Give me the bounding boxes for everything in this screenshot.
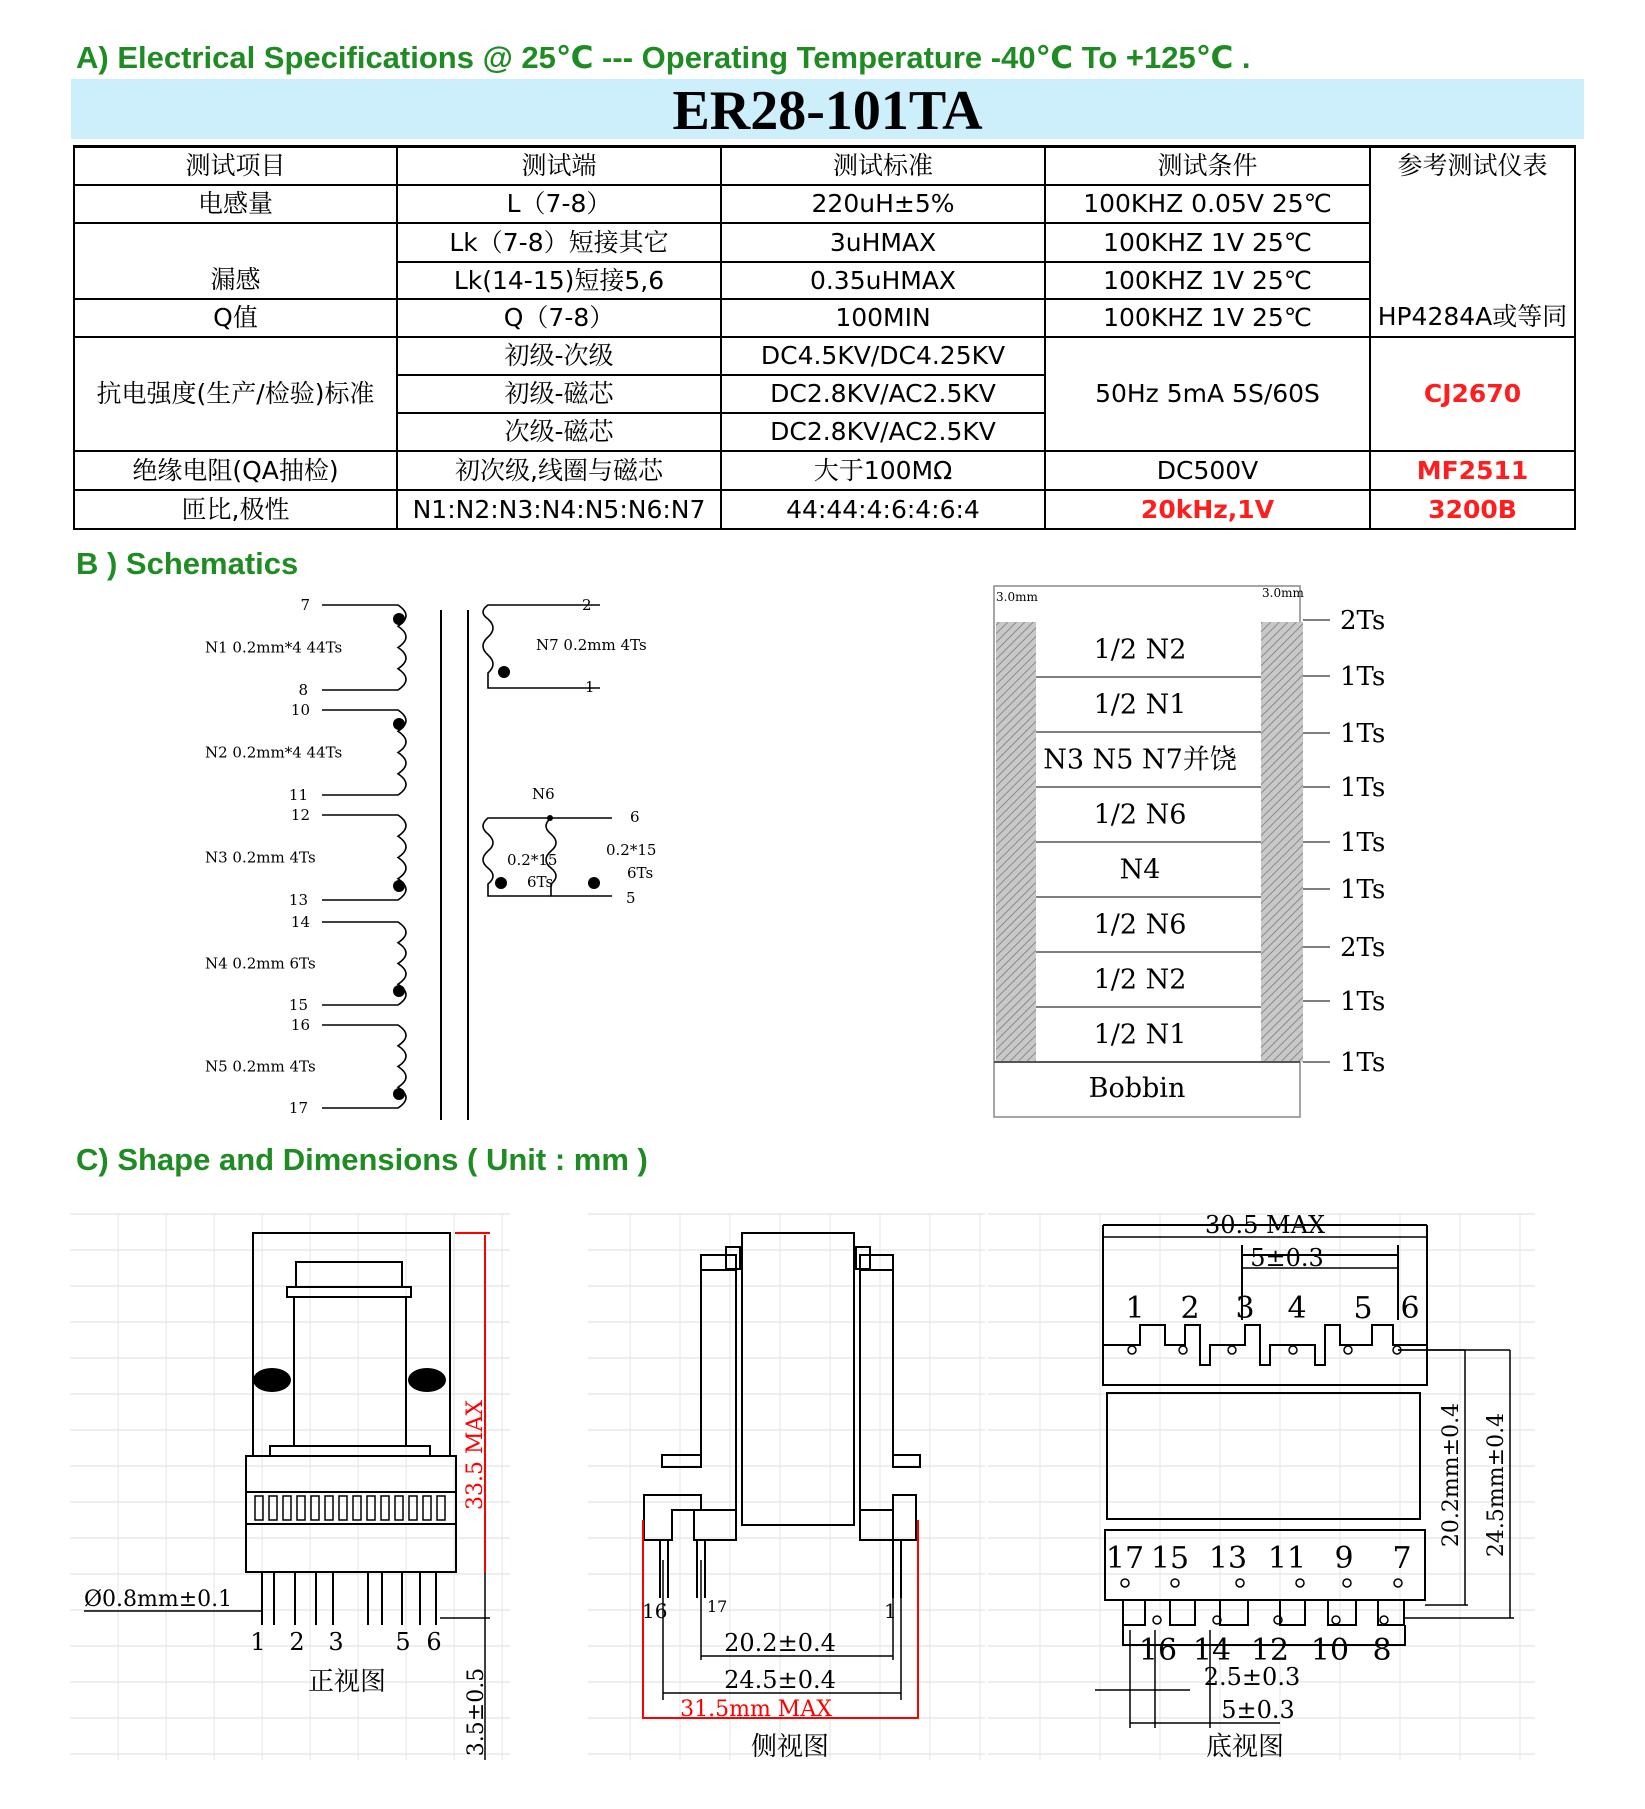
condition-insulation: DC500V [1156, 455, 1259, 485]
heading-electrical-specs: A) Electrical Specifications @ 25℃ --- Operating Temperature -40℃ To +125℃ . [76, 40, 1251, 75]
pin-hole [1332, 1616, 1340, 1624]
stack-layer: 1/2 N6 [1093, 909, 1187, 941]
pin-hole [1128, 1346, 1136, 1354]
side-caption: 侧视图 [750, 1732, 830, 1762]
header-test-item: 测试项目 [185, 151, 286, 181]
heading-schematics: B ) Schematics [76, 546, 299, 581]
standard-lk1: 3uHMAX [829, 227, 937, 257]
terminal-pri-sec: 初级-次级 [504, 341, 614, 371]
stack-layer: 1/2 N2 [1093, 964, 1187, 996]
bottom-holes [1121, 1346, 1402, 1624]
front-pin-label: 6 [426, 1628, 442, 1656]
front-slot [381, 1496, 389, 1520]
front-slot [283, 1496, 291, 1520]
instrument-lcr: HP4284A或等同 [1377, 301, 1568, 331]
side-d1: 20.2±0.4 [724, 1629, 836, 1657]
bottom-pin-labels [1106, 1291, 1420, 1668]
n6-left-turns: 6Ts [527, 873, 554, 891]
standard-pri-core: DC2.8KV/AC2.5KV [770, 379, 996, 409]
standard-lk2: 0.35uHMAX [809, 265, 957, 295]
standard-sec-core: DC2.8KV/AC2.5KV [770, 417, 996, 447]
stack-layer: N4 [1119, 854, 1161, 886]
pin-hole [1236, 1579, 1244, 1587]
terminal-sec-core: 次级-磁芯 [504, 417, 614, 447]
winding-pin-start: 10 [290, 701, 310, 719]
bottom-pin-label: 14 [1192, 1633, 1232, 1668]
winding-pin-end: 17 [288, 1099, 308, 1117]
condition-l: 100KHZ 0.05V 25℃ [1083, 189, 1332, 219]
winding-pin-end: 15 [288, 996, 308, 1014]
front-pin-label: 3 [328, 1628, 344, 1656]
stack-layer: 1/2 N1 [1093, 1019, 1187, 1051]
stack-turn-label: 2Ts [1340, 933, 1386, 963]
front-pins [250, 1496, 445, 1656]
bottom-pin-label: 7 [1392, 1541, 1412, 1576]
condition-lk2: 100KHZ 1V 25℃ [1103, 265, 1312, 295]
bottom-pin-label: 12 [1250, 1633, 1290, 1668]
instrument-hipot: CJ2670 [1423, 379, 1522, 409]
n6-right-wire: 0.2*15 [606, 841, 657, 859]
front-slot [311, 1496, 319, 1520]
front-pin-length: 3.5±0.5 [464, 1667, 489, 1757]
n6-name: N6 [532, 785, 555, 803]
front-pin-label: 2 [289, 1628, 305, 1656]
front-slot [423, 1496, 431, 1520]
front-slot [437, 1496, 445, 1520]
n7-label: N7 0.2mm 4Ts [536, 636, 647, 654]
stack-turn-label: 2Ts [1340, 606, 1386, 636]
front-caption: 正视图 [307, 1667, 387, 1697]
bottom-pitch: 5±0.3 [1250, 1244, 1324, 1272]
front-core-clip [253, 1368, 291, 1392]
item-ratio: 匝比,极性 [181, 494, 290, 524]
front-slot [367, 1496, 375, 1520]
standard-insulation: 大于100MΩ [813, 455, 953, 485]
bobbin-label: Bobbin [1088, 1073, 1186, 1104]
winding-pin-start: 12 [290, 806, 310, 824]
standard-ratio: 44:44:4:6:4:6:4 [786, 494, 980, 524]
front-slot [297, 1496, 305, 1520]
front-slot [409, 1496, 417, 1520]
bottom-top-pin-label: 5 [1353, 1291, 1373, 1326]
front-slot [339, 1496, 347, 1520]
pin-hole [1296, 1579, 1304, 1587]
front-view [246, 1233, 456, 1572]
terminal-insulation: 初次级,线圈与磁芯 [455, 455, 663, 485]
bottom-pin-label: 8 [1372, 1633, 1392, 1668]
bottom-h2: 24.5mm±0.4 [1484, 1412, 1509, 1558]
item-insulation: 绝缘电阻(QA抽检) [132, 455, 339, 485]
front-pin-label: 5 [395, 1628, 411, 1656]
standard-l: 220uH±5% [811, 189, 955, 219]
stack-turn-label: 1Ts [1340, 828, 1386, 858]
front-slot [395, 1496, 403, 1520]
winding-label: N4 0.2mm 6Ts [205, 954, 316, 973]
stack-turn-label: 1Ts [1340, 875, 1386, 905]
bottom-pin-label: 10 [1310, 1633, 1350, 1668]
stack-layer: 1/2 N1 [1093, 689, 1187, 721]
pin-hole [1121, 1579, 1129, 1587]
pin-hole [1228, 1346, 1236, 1354]
terminal-lk1: Lk（7-8）短接其它 [449, 227, 669, 257]
terminal-lk2: Lk(14-15)短接5,6 [453, 265, 665, 295]
side-pin-left: 16 [642, 1599, 668, 1623]
margin-right-label: 3.0mm [1262, 586, 1304, 600]
n7-pin-end: 1 [585, 678, 595, 696]
winding-pin-end: 11 [288, 786, 308, 804]
bottom-pin-label: 15 [1150, 1541, 1190, 1576]
instrument-ratio: 3200B [1428, 494, 1517, 524]
winding-pin-start: 7 [300, 596, 310, 614]
stack-turn-label: 1Ts [1340, 1048, 1386, 1078]
side-d2: 24.5±0.4 [724, 1666, 836, 1694]
item-leakage: 漏感 [210, 264, 261, 294]
bottom-pin-label: 11 [1267, 1541, 1307, 1576]
bottom-top-pin-label: 6 [1400, 1291, 1420, 1326]
side-d3: 31.5mm MAX [680, 1697, 832, 1722]
n6-left-wire: 0.2*15 [507, 851, 558, 869]
winding-pin-end: 13 [288, 891, 308, 909]
front-slot [325, 1496, 333, 1520]
condition-ratio: 20kHz,1V [1140, 494, 1275, 524]
stack-layer: 1/2 N2 [1093, 634, 1187, 666]
n6-right-turns: 6Ts [627, 864, 654, 882]
winding-label: N2 0.2mm*4 44Ts [205, 743, 343, 762]
bottom-pin-label: 16 [1138, 1633, 1178, 1668]
stack-turn-label: 1Ts [1340, 719, 1386, 749]
part-number: ER28-101TA [672, 80, 983, 142]
bottom-top-pin-label: 3 [1235, 1291, 1255, 1326]
terminal-pri-core: 初级-磁芯 [504, 379, 614, 409]
terminal-q: Q（7-8） [503, 303, 615, 333]
condition-hipot: 50Hz 5mA 5S/60S [1095, 379, 1320, 409]
front-pin-diameter: Ø0.8mm±0.1 [84, 1587, 233, 1612]
header-test-terminal: 测试端 [521, 151, 597, 181]
pin-hole [1289, 1346, 1297, 1354]
pin-hole [1394, 1579, 1402, 1587]
bottom-width: 30.5 MAX [1204, 1211, 1326, 1239]
stack-turn-label: 1Ts [1340, 773, 1386, 803]
side-pin-right: 1 [884, 1599, 897, 1623]
side-pin-mid: 17 [707, 1597, 728, 1616]
bottom-view [1103, 1225, 1427, 1645]
bottom-top-pin-label: 1 [1125, 1291, 1145, 1326]
pin-hole [1344, 1346, 1352, 1354]
header-instrument: 参考测试仪表 [1397, 151, 1548, 181]
bottom-pin-label: 17 [1105, 1541, 1145, 1576]
condition-lk1: 100KHZ 1V 25℃ [1103, 227, 1312, 257]
pin-hole [1343, 1579, 1351, 1587]
winding-pin-start: 14 [290, 913, 310, 931]
heading-dimensions: C) Shape and Dimensions ( Unit : mm ) [76, 1142, 648, 1177]
stack-layer: 1/2 N6 [1093, 799, 1187, 831]
item-hipot: 抗电强度(生产/检验)标准 [96, 379, 375, 409]
n7-pin-start: 2 [582, 596, 592, 614]
header-test-standard: 测试标准 [832, 151, 933, 181]
item-inductance: 电感量 [197, 189, 273, 219]
condition-q: 100KHZ 1V 25℃ [1103, 303, 1312, 333]
bottom-stagger: 2.5±0.3 [1203, 1663, 1301, 1691]
standard-q: 100MIN [835, 303, 931, 333]
side-view [644, 1233, 920, 1598]
front-slot [269, 1496, 277, 1520]
terminal-ratio: N1:N2:N3:N4:N5:N6:N7 [412, 494, 706, 524]
bottom-top-pin-label: 4 [1287, 1291, 1307, 1326]
winding-pin-end: 8 [298, 681, 308, 699]
bottom-pin-label: 9 [1334, 1541, 1354, 1576]
bottom-h1: 20.2mm±0.4 [1439, 1402, 1464, 1548]
instrument-insulation: MF2511 [1416, 455, 1529, 485]
n6-pin-bottom: 5 [626, 889, 636, 907]
terminal-l: L（7-8） [506, 189, 612, 219]
stack-turn-label: 1Ts [1340, 987, 1386, 1017]
margin-left-label: 3.0mm [996, 590, 1038, 604]
front-height-label: 33.5 MAX [463, 1399, 488, 1511]
pin-hole [1380, 1616, 1388, 1624]
header-test-condition: 测试条件 [1157, 151, 1258, 181]
front-pin-label: 1 [250, 1628, 266, 1656]
bottom-top-pin-label: 2 [1180, 1291, 1200, 1326]
standard-pri-sec: DC4.5KV/DC4.25KV [760, 341, 1006, 371]
pin-hole [1171, 1579, 1179, 1587]
front-slot [353, 1496, 361, 1520]
bottom-caption: 底视图 [1205, 1732, 1285, 1762]
stack-layer: N3 N5 N7并饶 [1043, 744, 1237, 776]
winding-label: N5 0.2mm 4Ts [205, 1057, 316, 1076]
front-core-clip [408, 1368, 446, 1392]
bottom-pin-label: 13 [1208, 1541, 1248, 1576]
winding-label: N1 0.2mm*4 44Ts [205, 638, 343, 657]
stack-turn-label: 1Ts [1340, 662, 1386, 692]
pin-hole [1179, 1346, 1187, 1354]
n6-pin-top: 6 [630, 808, 640, 826]
item-q: Q值 [213, 303, 258, 333]
bottom-pitch2: 5±0.3 [1221, 1696, 1295, 1724]
winding-pin-start: 16 [290, 1016, 310, 1034]
winding-label: N3 0.2mm 4Ts [205, 848, 316, 867]
